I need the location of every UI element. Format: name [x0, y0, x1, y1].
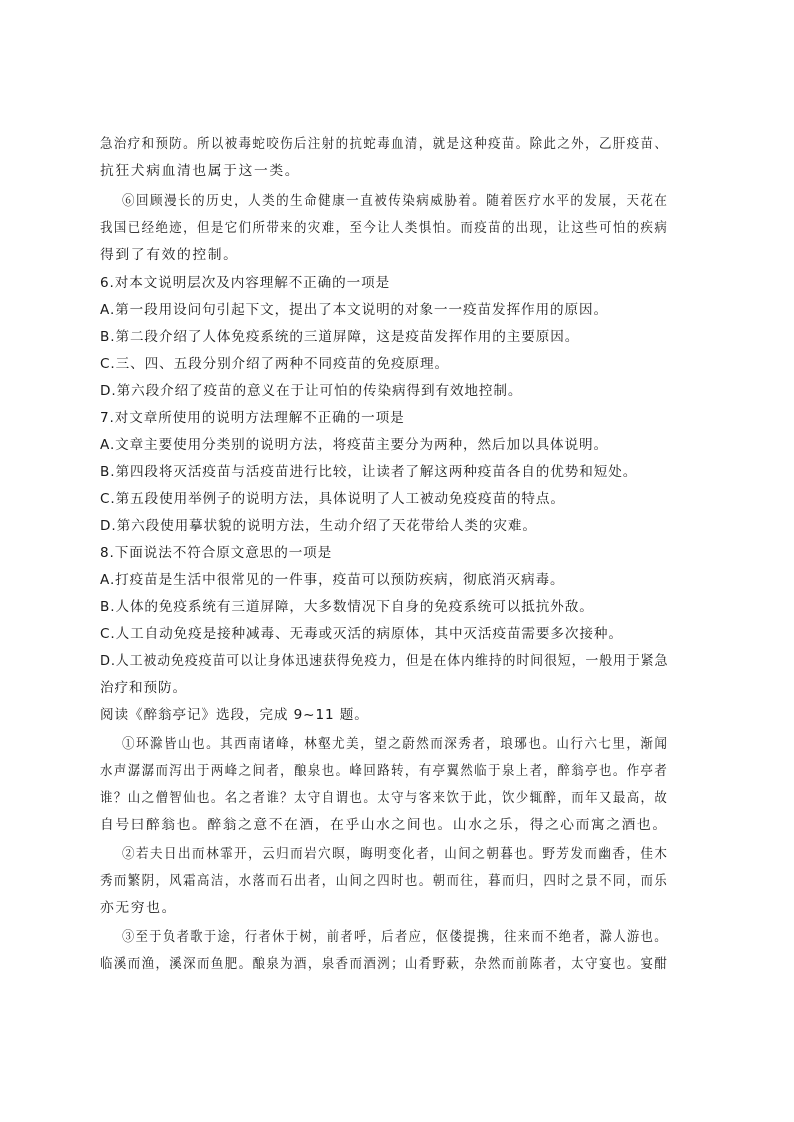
option-8d-cont: 治疗和预防。 [100, 680, 187, 696]
classic-line: 亦无穷也。 [100, 900, 177, 916]
classic-paragraph-2: ②若夫日出而林霏开，云归而岩穴暝，晦明变化者，山间之朝暮也。野芳发而幽香，佳木 [122, 846, 669, 862]
passage-line: 急治疗和预防。所以被毒蛇咬伤后注射的抗蛇毒血清，就是这种疫苗。除此之外，乙肝疫苗、 [100, 136, 669, 152]
option-7c: C.第五段使用举例子的说明方法，具体说明了人工被动免疫疫苗的特点。 [100, 491, 565, 507]
option-7a: A.文章主要使用分类别的说明方法，将疫苗主要分为两种，然后加以具体说明。 [100, 437, 608, 453]
classic-paragraph-3: ③至于负者歌于途，行者休于树，前者呼，后者应，伛偻提携，往来而不绝者，滁人游也。 [122, 929, 668, 945]
classic-line: 秀而繁阴，风霜高洁，水落而石出者，山间之四时也。朝而往，暮而归，四时之景不同，而乐 [100, 873, 669, 889]
option-6d: D.第六段介绍了疫苗的意义在于让可怕的传染病得到有效地控制。 [100, 383, 523, 399]
passage-line: 抗狂犬病血清也属于这一类。 [100, 163, 301, 179]
option-8c: C.人工自动免疫是接种减毒、无毒或灭活的病原体，其中灭活疫苗需要多次接种。 [100, 626, 623, 642]
option-8d: D.人工被动免疫疫苗可以让身体迅速获得免疫力，但是在体内维持的时间很短，一般用于紧急 [100, 653, 669, 669]
question-6: 6.对本文说明层次及内容理解不正确的一项是 [100, 275, 391, 291]
option-6a: A.第一段用设问句引起下文，提出了本文说明的对象一一疫苗发挥作用的原因。 [100, 302, 608, 318]
option-8a: A.打疫苗是生活中很常见的一件事，疫苗可以预防疾病，彻底消灭病毒。 [100, 572, 565, 588]
reading-instruction: 阅读《醉翁亭记》选段，完成 9~11 题。 [100, 707, 369, 723]
passage-line: 我国已经绝迹，但是它们所带来的灾难，至今让人类惧怕。而疫苗的出现，让这些可怕的疾病 [100, 220, 669, 236]
option-6b: B.第二段介绍了人体免疫系统的三道屏障，这是疫苗发挥作用的主要原因。 [100, 329, 580, 345]
classic-line: 水声潺潺而泻出于两峰之间者，酿泉也。峰回路转，有亭翼然临于泉上者，醉翁亭也。作亭者 [100, 763, 669, 779]
classic-line: 谁？山之僧智仙也。名之者谁？太守自谓也。太守与客来饮于此，饮少辄醉，而年又最高，故 [100, 790, 669, 806]
classic-line: 自号曰醉翁也。醉翁之意不在酒，在乎山水之间也。山水之乐，得之心而寓之酒也。 [100, 817, 668, 833]
option-6c: C.三、四、五段分别介绍了两种不同疫苗的免疫原理。 [100, 356, 449, 372]
question-8: 8.下面说法不符合原文意思的一项是 [100, 545, 333, 561]
option-7b: B.第四段将灭活疫苗与活疫苗进行比较，让读者了解这两种疫苗各自的优势和短处。 [100, 464, 638, 480]
classic-line: 临溪而渔，溪深而鱼肥。酿泉为酒，泉香而酒洌；山肴野蔌，杂然而前陈者，太守宴也。宴酣 [100, 956, 669, 972]
passage-line: 得到了有效的控制。 [100, 247, 239, 263]
question-7: 7.对文章所使用的说明方法理解不正确的一项是 [100, 410, 405, 426]
passage-paragraph-6: ⑥回顾漫长的历史，人类的生命健康一直被传染病威胁着。随着医疗水平的发展，天花在 [122, 193, 669, 209]
option-8b: B.人体的免疫系统有三道屏障，大多数情况下自身的免疫系统可以抵抗外敌。 [100, 599, 594, 615]
classic-paragraph-1: ①环滁皆山也。其西南诸峰，林壑尤美，望之蔚然而深秀者，琅琊也。山行六七里，渐闻 [122, 736, 669, 752]
option-7d: D.第六段使用摹状貌的说明方法，生动介绍了天花带给人类的灾难。 [100, 518, 537, 534]
